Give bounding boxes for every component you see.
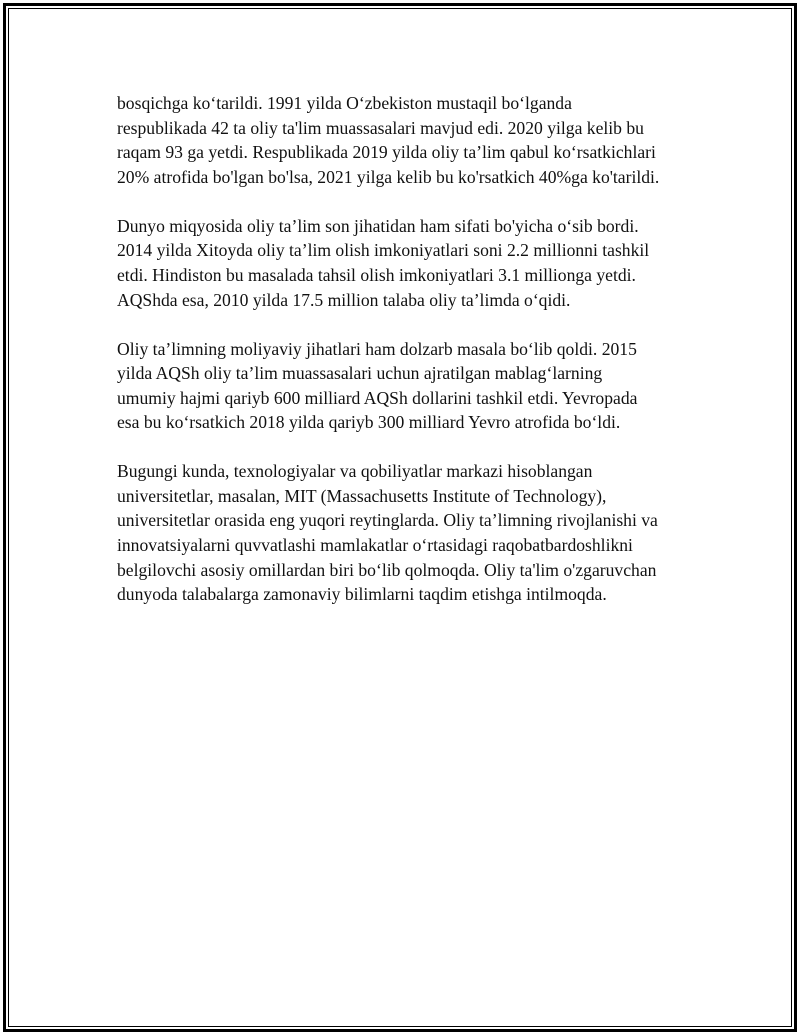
text-line: raqam 93 ga yetdi. Respublikada 2019 yilda oliy ta’lim qabul ko‘rsatkichlari: [117, 142, 656, 163]
text-line: bosqichga ko‘tarildi. 1991 yilda O‘zbekiston mustaqil bo‘lganda: [117, 93, 572, 113]
text-line: universitetlar, masalan, MIT (Massachusetts Institute of Technology),: [117, 485, 607, 506]
text-line: universitetlar orasida eng yuqori reytinglarda. Oliy ta’limning rivojlanishi va: [117, 510, 658, 531]
text-line: yilda AQSh oliy ta’lim muassasalari uchun ajratilgan mablag‘larning: [117, 363, 603, 384]
text-line: Bugungi kunda, texnologiyalar va qobiliyatlar markazi hisoblangan: [117, 461, 593, 482]
text-line: dunyoda talabalarga zamonaviy bilimlarni taqdim etishga intilmoqda.: [117, 584, 607, 605]
document-body: [117, 91, 692, 631]
text-line: umumiy hajmi qariyb 600 milliard AQSh dollarini tashkil etdi. Yevropada: [117, 387, 638, 408]
text-line: respublikada 42 ta oliy ta'lim muassasalari mavjud edi. 2020 yilga kelib bu: [117, 117, 644, 138]
paragraph-1: [117, 91, 692, 189]
text-line: 20% atrofida bo'lgan bo'lsa, 2021 yilga kelib bu ko'rsatkich 40%ga ko'tarildi.: [117, 166, 660, 187]
text-line: esa bu ko‘rsatkich 2018 yilda qariyb 300 milliard Yevro atrofida bo‘ldi.: [117, 412, 621, 433]
text-line: AQShda esa, 2010 yilda 17.5 million talaba oliy ta’limda o‘qidi.: [117, 289, 571, 310]
text-line: innovatsiyalarni quvvatlashi mamlakatlar o‘rtasidagi raqobatbardoshlikni: [117, 535, 633, 556]
text-line: 2014 yilda Xitoyda oliy ta’lim olish imkoniyatlari soni 2.2 millionni tashkil: [117, 240, 650, 261]
text-line: belgilovchi asosiy omillardan biri bo‘lib qolmoqda. Oliy ta'lim o'zgaruvchan: [117, 559, 657, 580]
paragraph-4: [117, 459, 692, 607]
text-line: Oliy ta’limning moliyaviy jihatlari ham dolzarb masala bo‘lib qoldi. 2015: [117, 338, 637, 359]
text-line: etdi. Hindiston bu masalada tahsil olish imkoniyatlari 3.1 millionga yetdi.: [117, 264, 636, 285]
paragraph-3: [117, 337, 692, 435]
paragraph-2: [117, 214, 692, 312]
text-line: Dunyo miqyosida oliy ta’lim son jihatidan ham sifati bo'yicha o‘sib bordi.: [117, 215, 639, 236]
